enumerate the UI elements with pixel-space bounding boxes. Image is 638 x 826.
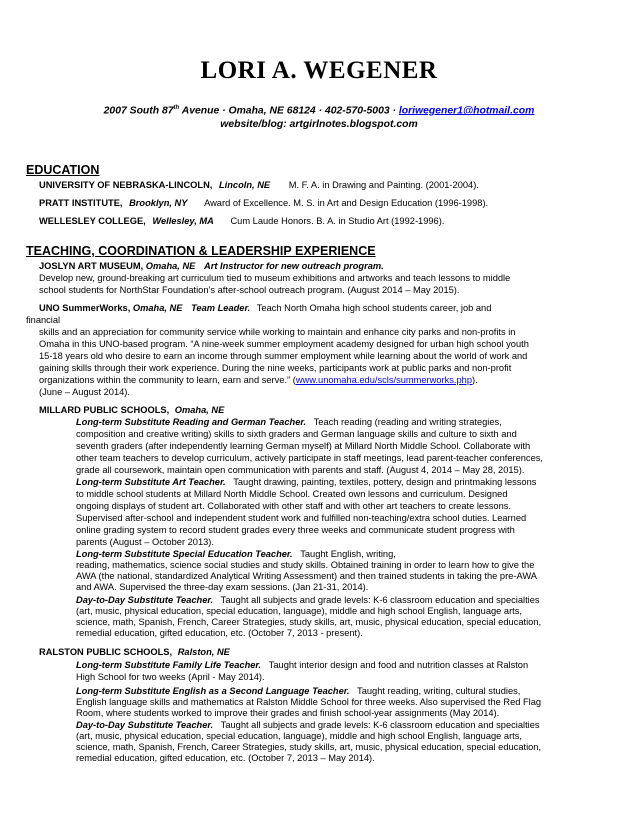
role-desc-line: English language skills and mathematics at Ralston Middle School for three weeks. Also supervised the Red Flag: [76, 697, 542, 707]
role-desc: Teach North Omaha high school students career, job and: [256, 303, 492, 313]
school-name: PRATT INSTITUTE,: [39, 198, 123, 208]
role-desc: Taught all subjects and grade levels: K-6 classroom education and specialties: [220, 720, 540, 730]
education-item: [39, 216, 444, 228]
role-desc-line: AWA (the national, standardized Analytical Writing Assessment) and then trained students in taking the pre-AWA: [76, 571, 537, 581]
job-desc-line: Develop new, ground-breaking art curriculum tied to museum exhibitions and artworks and teach lessons to middle: [39, 273, 511, 283]
role-title: Long-term Substitute English as a Second Language Teacher.: [76, 686, 350, 696]
address: 2007 South 87: [103, 105, 174, 117]
job-desc-line: 15-18 years old who desire to earn an income through summer employment while learning about the world of work and: [39, 351, 528, 361]
role-desc: Teach reading (reading and writing strategies,: [313, 417, 502, 427]
role-desc: Taught all subjects and grade levels: K-6 classroom education and specialties: [220, 595, 540, 605]
role-desc: Taught interior design and food and nutrition classes at Ralston: [268, 660, 529, 670]
role-heading: [76, 477, 536, 489]
role-desc-line: composition and creative writing) skills to sixth graders and German language skills and culture to sixth and: [76, 429, 517, 439]
role-title: Day-to-Day Substitute Teacher.: [76, 595, 214, 605]
role-desc-line: and AWA. Supervised the three-day exam sessions. (Jan 21-31, 2014).: [76, 582, 369, 592]
job-desc-line: (June – August 2014).: [39, 387, 130, 397]
email-link[interactable]: loriwegener1@hotmail.com: [398, 105, 535, 117]
job-desc-line: Omaha in this UNO-based program. “A nine-week summer employment academy designed for urban high school youth: [39, 339, 529, 349]
org-name: RALSTON PUBLIC SCHOOLS,: [39, 647, 173, 657]
role-desc-line: to middle school students at Millard North Middle School. Created own lessons and curriculum. Designed: [76, 489, 508, 499]
contact-line: [60, 101, 578, 118]
role-desc: Taught reading, writing, cultural studies,: [357, 686, 521, 696]
org-place: Omaha, NE: [174, 405, 225, 415]
role-title: Long-term Substitute Art Teacher.: [76, 477, 226, 487]
org-place: Ralston, NE: [177, 647, 230, 657]
role-desc-line: ongoing displays of student art. Collaborated with other staff and with other art teachers to create lessons.: [76, 501, 511, 511]
section-heading-education: EDUCATION: [26, 163, 100, 177]
education-item: [39, 180, 479, 192]
job-heading-ralston: [39, 647, 230, 659]
degree-detail: M. F. A. in Drawing and Painting. (2001-2004).: [288, 180, 479, 190]
job-heading-millard: [39, 405, 224, 417]
role-title: Long-term Substitute Reading and German Teacher.: [76, 417, 307, 427]
role-title: Long-term Substitute Family Life Teacher.: [76, 660, 262, 670]
job-desc-line: gaining skills through their work experience. During the nine weeks, participants work at public parks and non-profit: [39, 363, 512, 373]
job-desc-line: skills and an appreciation for community service while working to maintain and enhance city parks and non-profits in: [39, 327, 516, 337]
school-place: Wellesley, MA: [152, 216, 214, 226]
section-heading-teaching: TEACHING, COORDINATION & LEADERSHIP EXPERIENCE: [26, 244, 376, 258]
role-heading: [76, 686, 520, 698]
role-heading: [76, 720, 540, 732]
role-desc-line: online grading system to record student grades every three weeks and communicate student progress with: [76, 525, 515, 535]
role-desc-line: other team teachers to develop curriculum, actively participate in staff meetings, lead parent-teacher conferences,: [76, 453, 543, 463]
role-desc-line: High School for two weeks (April - May 2014).: [76, 672, 265, 682]
resume-name: LORI A. WEGENER: [200, 57, 438, 84]
address-rest: Avenue · Omaha, NE 68124 · 402-570-5003 ·: [179, 105, 399, 117]
role-desc-line: (art, music, physical education, special education, language), middle and high school English, language arts,: [76, 731, 523, 741]
role-desc-line: parents (August – October 2013).: [76, 537, 214, 547]
desc-text: organizations within the community to learn, earn and serve.” (: [39, 375, 296, 385]
role-title: Team Leader.: [191, 303, 251, 313]
school-name: WELLESLEY COLLEGE,: [39, 216, 146, 226]
school-name: UNIVERSITY OF NEBRASKA-LINCOLN,: [39, 180, 213, 190]
school-place: Lincoln, NE: [218, 180, 271, 190]
role-heading: [76, 660, 528, 672]
role-desc-line: seventh graders (after independently learning German myself) at Millard North Middle School. Collaborate with: [76, 441, 531, 451]
degree-detail: Cum Laude Honors. B. A. in Studio Art (1992-1996).: [230, 216, 445, 226]
org-name: JOSLYN ART MUSEUM,: [39, 261, 144, 271]
role-desc-line: science, math, Spanish, French, Career Strategies, study skills, art, music, physical education, special education,: [76, 617, 542, 627]
role-heading: [76, 417, 502, 429]
school-place: Brooklyn, NY: [129, 198, 188, 208]
address-superscript: th: [173, 105, 180, 111]
job-desc-line: school students for NorthStar Foundation’s after-school outreach program. (August 2014 – May 2015).: [39, 285, 460, 295]
role-desc-line: Room, where students worked to improve their grades and finish school-year assignments (May 2014).: [76, 708, 500, 718]
job-desc-line: [39, 375, 478, 387]
org-place: Omaha, NE: [132, 303, 183, 313]
job-heading-uno: [39, 303, 491, 315]
summerworks-link[interactable]: www.unomaha.edu/scls/summerworks.php: [295, 375, 473, 385]
org-name: MILLARD PUBLIC SCHOOLS,: [39, 405, 170, 415]
org-place: Omaha, NE: [145, 261, 196, 271]
role-desc-line: Supervised after-school and independent student work and fulfilled non-teaching/extra school duties. Learned: [76, 513, 527, 523]
role-title: Art Instructor for new outreach program.: [203, 261, 384, 271]
degree-detail: Award of Excellence. M. S. in Art and Design Education (1996-1998).: [204, 198, 489, 208]
role-heading: [76, 595, 540, 607]
role-desc-line: remedial education, gifted education, etc. (October 7, 2013 – May 2014).: [76, 753, 375, 763]
job-heading-joslyn: [39, 261, 384, 273]
role-desc: Taught drawing, painting, textiles, pottery, design and printmaking lessons: [233, 477, 537, 487]
role-desc-line: remedial education, gifted education, etc. (October 7, 2013 - present).: [76, 628, 363, 638]
contact-info: [60, 101, 578, 132]
desc-text: ).: [472, 375, 478, 385]
role-desc-line: science, math, Spanish, French, Career Strategies, study skills, art, music, physical education, special education,: [76, 742, 542, 752]
role-desc-line: reading, mathematics, science social studies and study skills. Obtained training in order to learn how to give the: [76, 560, 535, 570]
role-title: Day-to-Day Substitute Teacher.: [76, 720, 214, 730]
website-line: website/blog: artgirlnotes.blogspot.com: [220, 119, 418, 131]
role-heading: [76, 549, 396, 561]
role-desc: Taught English, writing,: [300, 549, 396, 559]
role-desc-line: grade all coursework, maintain open communication with parents and staff. (August 4, 2014 – May 28, 2015).: [76, 465, 525, 475]
job-desc-line: financial: [26, 315, 61, 325]
org-name: UNO SummerWorks,: [39, 303, 131, 313]
role-title: Long-term Substitute Special Education Teacher.: [76, 549, 293, 559]
role-desc-line: (art, music, physical education, special education, language), middle and high school English, language arts,: [76, 606, 523, 616]
education-item: [39, 198, 488, 210]
